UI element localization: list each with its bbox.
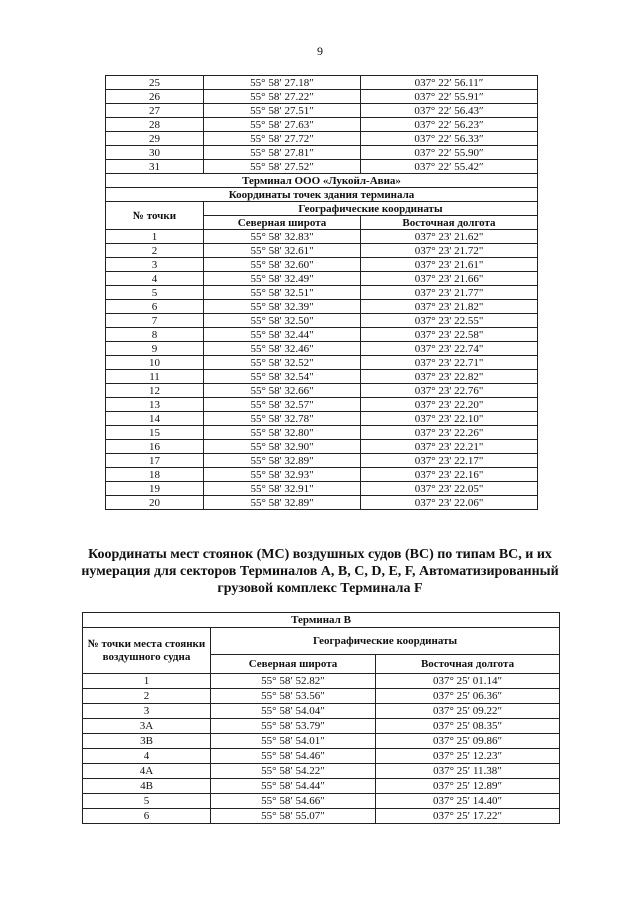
- latitude-cell: 55° 58′ 27.81″: [204, 146, 361, 160]
- point-number-cell: 3А: [83, 719, 211, 734]
- longitude-cell: 037° 25′ 01.14″: [376, 674, 560, 689]
- latitude-cell: 55° 58′ 53.79″: [211, 719, 376, 734]
- point-number-cell: 19: [106, 482, 204, 496]
- longitude-cell: 037° 25′ 11.38″: [376, 764, 560, 779]
- latitude-cell: 55° 58' 32.49": [204, 272, 361, 286]
- table-row: [106, 328, 538, 342]
- section-subtitle-building-points: Координаты точек здания терминала: [106, 188, 538, 202]
- column-header-lat: Северная широта: [204, 216, 361, 230]
- heading-line-1: Координаты мест стоянок (МС) воздушных судов (ВС) по типам ВС, и их: [88, 547, 552, 562]
- point-number-cell: 5: [106, 286, 204, 300]
- longitude-cell: 037° 23' 22.55": [361, 314, 538, 328]
- terminal-b-stands-table: [82, 612, 560, 824]
- longitude-cell: 037° 25′ 17.22″: [376, 809, 560, 824]
- latitude-cell: 55° 58' 32.90": [204, 440, 361, 454]
- longitude-cell: 037° 23' 22.17": [361, 454, 538, 468]
- latitude-cell: 55° 58' 32.39": [204, 300, 361, 314]
- latitude-cell: 55° 58′ 27.22″: [204, 90, 361, 104]
- latitude-cell: 55° 58' 32.61": [204, 244, 361, 258]
- point-number-cell: 3В: [83, 734, 211, 749]
- point-number-cell: 10: [106, 356, 204, 370]
- point-number-cell: 16: [106, 440, 204, 454]
- longitude-cell: 037° 23' 22.76": [361, 384, 538, 398]
- table-row: [83, 749, 560, 764]
- latitude-cell: 55° 58′ 53.56″: [211, 689, 376, 704]
- latitude-cell: 55° 58′ 54.46″: [211, 749, 376, 764]
- latitude-cell: 55° 58' 32.50": [204, 314, 361, 328]
- latitude-cell: 55° 58' 32.78": [204, 412, 361, 426]
- table-row: [106, 454, 538, 468]
- longitude-cell: 037° 25′ 09.86″: [376, 734, 560, 749]
- latitude-cell: 55° 58' 32.91": [204, 482, 361, 496]
- latitude-cell: 55° 58′ 54.04″: [211, 704, 376, 719]
- point-number-cell: 29: [106, 132, 204, 146]
- longitude-cell: 037° 23' 21.72": [361, 244, 538, 258]
- longitude-cell: 037° 23' 22.06": [361, 496, 538, 510]
- longitude-cell: 037° 23' 22.71": [361, 356, 538, 370]
- table-row: [106, 384, 538, 398]
- section-heading: [60, 546, 580, 597]
- point-number-cell: 26: [106, 90, 204, 104]
- table-row: [83, 809, 560, 824]
- table-row: [106, 412, 538, 426]
- latitude-cell: 55° 58' 32.66": [204, 384, 361, 398]
- latitude-cell: 55° 58' 32.80": [204, 426, 361, 440]
- latitude-cell: 55° 58′ 54.44″: [211, 779, 376, 794]
- longitude-cell: 037° 23' 22.21": [361, 440, 538, 454]
- point-number-cell: 14: [106, 412, 204, 426]
- point-number-cell: 5: [83, 794, 211, 809]
- column-header-stand-point: № точки места стоянки воздушного судна: [83, 628, 211, 674]
- table-row: [106, 426, 538, 440]
- table-row: [83, 734, 560, 749]
- column-header-lon-2: Восточная долгота: [376, 655, 560, 674]
- table-row: [106, 132, 538, 146]
- longitude-cell: 037° 23' 22.20": [361, 398, 538, 412]
- point-number-cell: 18: [106, 468, 204, 482]
- table-row: [106, 482, 538, 496]
- point-number-cell: 9: [106, 342, 204, 356]
- longitude-cell: 037° 23' 21.82": [361, 300, 538, 314]
- point-number-cell: 2: [83, 689, 211, 704]
- latitude-cell: 55° 58′ 54.22″: [211, 764, 376, 779]
- table-row: [83, 689, 560, 704]
- table-row: [83, 719, 560, 734]
- point-number-cell: 2: [106, 244, 204, 258]
- point-number-cell: 28: [106, 118, 204, 132]
- latitude-cell: 55° 58′ 27.51″: [204, 104, 361, 118]
- longitude-cell: 037° 25′ 12.23″: [376, 749, 560, 764]
- longitude-cell: 037° 22′ 55.90″: [361, 146, 538, 160]
- table-row: [106, 398, 538, 412]
- point-number-cell: 20: [106, 496, 204, 510]
- table-row: [106, 244, 538, 258]
- section-title-lukoil: Терминал ООО «Лукойл-Авиа»: [106, 174, 538, 188]
- table-row: [106, 300, 538, 314]
- point-number-cell: 17: [106, 454, 204, 468]
- longitude-cell: 037° 25′ 09.22″: [376, 704, 560, 719]
- column-header-point: № точки: [106, 202, 204, 230]
- table-row: [106, 160, 538, 174]
- point-number-cell: 12: [106, 384, 204, 398]
- longitude-cell: 037° 23' 22.10": [361, 412, 538, 426]
- table-row: [83, 764, 560, 779]
- longitude-cell: 037° 23' 22.82": [361, 370, 538, 384]
- column-header-lon: Восточная долгота: [361, 216, 538, 230]
- table-row: [106, 104, 538, 118]
- point-number-cell: 4: [83, 749, 211, 764]
- longitude-cell: 037° 25′ 14.40″: [376, 794, 560, 809]
- point-number-cell: 30: [106, 146, 204, 160]
- longitude-cell: 037° 22′ 56.11″: [361, 76, 538, 90]
- longitude-cell: 037° 22′ 56.43″: [361, 104, 538, 118]
- table-row: [106, 146, 538, 160]
- longitude-cell: 037° 23' 21.62": [361, 230, 538, 244]
- point-number-cell: 1: [83, 674, 211, 689]
- point-number-cell: 15: [106, 426, 204, 440]
- latitude-cell: 55° 58' 32.89": [204, 496, 361, 510]
- latitude-cell: 55° 58′ 27.52″: [204, 160, 361, 174]
- column-header-geo: Географические координаты: [204, 202, 538, 216]
- latitude-cell: 55° 58′ 54.66″: [211, 794, 376, 809]
- latitude-cell: 55° 58′ 27.63″: [204, 118, 361, 132]
- column-header-geo-2: Географические координаты: [211, 628, 560, 655]
- table-row: [83, 779, 560, 794]
- point-number-cell: 4: [106, 272, 204, 286]
- terminal-coordinates-table-1: [105, 75, 538, 510]
- point-number-cell: 4А: [83, 764, 211, 779]
- table-row: [106, 230, 538, 244]
- latitude-cell: 55° 58' 32.89": [204, 454, 361, 468]
- latitude-cell: 55° 58′ 27.72″: [204, 132, 361, 146]
- heading-line-2: нумерация для секторов Терминалов А, В, С, D, E, F, Автоматизированный: [81, 564, 559, 579]
- column-header-lat-2: Северная широта: [211, 655, 376, 674]
- table-row: [83, 674, 560, 689]
- table-row: [106, 356, 538, 370]
- table-row: [83, 704, 560, 719]
- table-row: [106, 258, 538, 272]
- point-number-cell: 25: [106, 76, 204, 90]
- point-number-cell: 1: [106, 230, 204, 244]
- longitude-cell: 037° 25′ 06.36″: [376, 689, 560, 704]
- point-number-cell: 11: [106, 370, 204, 384]
- latitude-cell: 55° 58' 32.44": [204, 328, 361, 342]
- longitude-cell: 037° 23' 22.26": [361, 426, 538, 440]
- latitude-cell: 55° 58' 32.54": [204, 370, 361, 384]
- table-row: [106, 314, 538, 328]
- longitude-cell: 037° 23' 22.16": [361, 468, 538, 482]
- point-number-cell: 8: [106, 328, 204, 342]
- latitude-cell: 55° 58' 32.46": [204, 342, 361, 356]
- point-number-cell: 3: [83, 704, 211, 719]
- terminal-b-title: Терминал В: [83, 613, 560, 628]
- point-number-cell: 31: [106, 160, 204, 174]
- longitude-cell: 037° 22′ 56.33″: [361, 132, 538, 146]
- point-number-cell: 7: [106, 314, 204, 328]
- latitude-cell: 55° 58′ 52.82″: [211, 674, 376, 689]
- latitude-cell: 55° 58' 32.93": [204, 468, 361, 482]
- table-row: [106, 370, 538, 384]
- latitude-cell: 55° 58' 32.60": [204, 258, 361, 272]
- latitude-cell: 55° 58' 32.83": [204, 230, 361, 244]
- longitude-cell: 037° 23' 22.05": [361, 482, 538, 496]
- longitude-cell: 037° 23' 22.74": [361, 342, 538, 356]
- latitude-cell: 55° 58' 32.52": [204, 356, 361, 370]
- latitude-cell: 55° 58′ 54.01″: [211, 734, 376, 749]
- point-number-cell: 6: [83, 809, 211, 824]
- table-row: [106, 440, 538, 454]
- point-number-cell: 13: [106, 398, 204, 412]
- point-number-cell: 27: [106, 104, 204, 118]
- table-row: [106, 286, 538, 300]
- longitude-cell: 037° 22′ 56.23″: [361, 118, 538, 132]
- table-row: [106, 342, 538, 356]
- table-row: [83, 794, 560, 809]
- page-number: 9: [317, 44, 323, 58]
- longitude-cell: 037° 23' 21.61": [361, 258, 538, 272]
- longitude-cell: 037° 25′ 08.35″: [376, 719, 560, 734]
- point-number-cell: 6: [106, 300, 204, 314]
- heading-line-3: грузовой комплекс Терминала F: [217, 581, 423, 596]
- longitude-cell: 037° 23' 21.77": [361, 286, 538, 300]
- table-row: [106, 468, 538, 482]
- table-row: [106, 90, 538, 104]
- latitude-cell: 55° 58′ 27.18″: [204, 76, 361, 90]
- table-row: [106, 76, 538, 90]
- longitude-cell: 037° 22′ 55.91″: [361, 90, 538, 104]
- table-row: [106, 118, 538, 132]
- longitude-cell: 037° 23' 21.66": [361, 272, 538, 286]
- latitude-cell: 55° 58' 32.51": [204, 286, 361, 300]
- latitude-cell: 55° 58' 32.57": [204, 398, 361, 412]
- longitude-cell: 037° 23' 22.58": [361, 328, 538, 342]
- table-row: [106, 272, 538, 286]
- point-number-cell: 4В: [83, 779, 211, 794]
- longitude-cell: 037° 25′ 12.89″: [376, 779, 560, 794]
- longitude-cell: 037° 22′ 55.42″: [361, 160, 538, 174]
- point-number-cell: 3: [106, 258, 204, 272]
- table-row: [106, 496, 538, 510]
- latitude-cell: 55° 58′ 55.07″: [211, 809, 376, 824]
